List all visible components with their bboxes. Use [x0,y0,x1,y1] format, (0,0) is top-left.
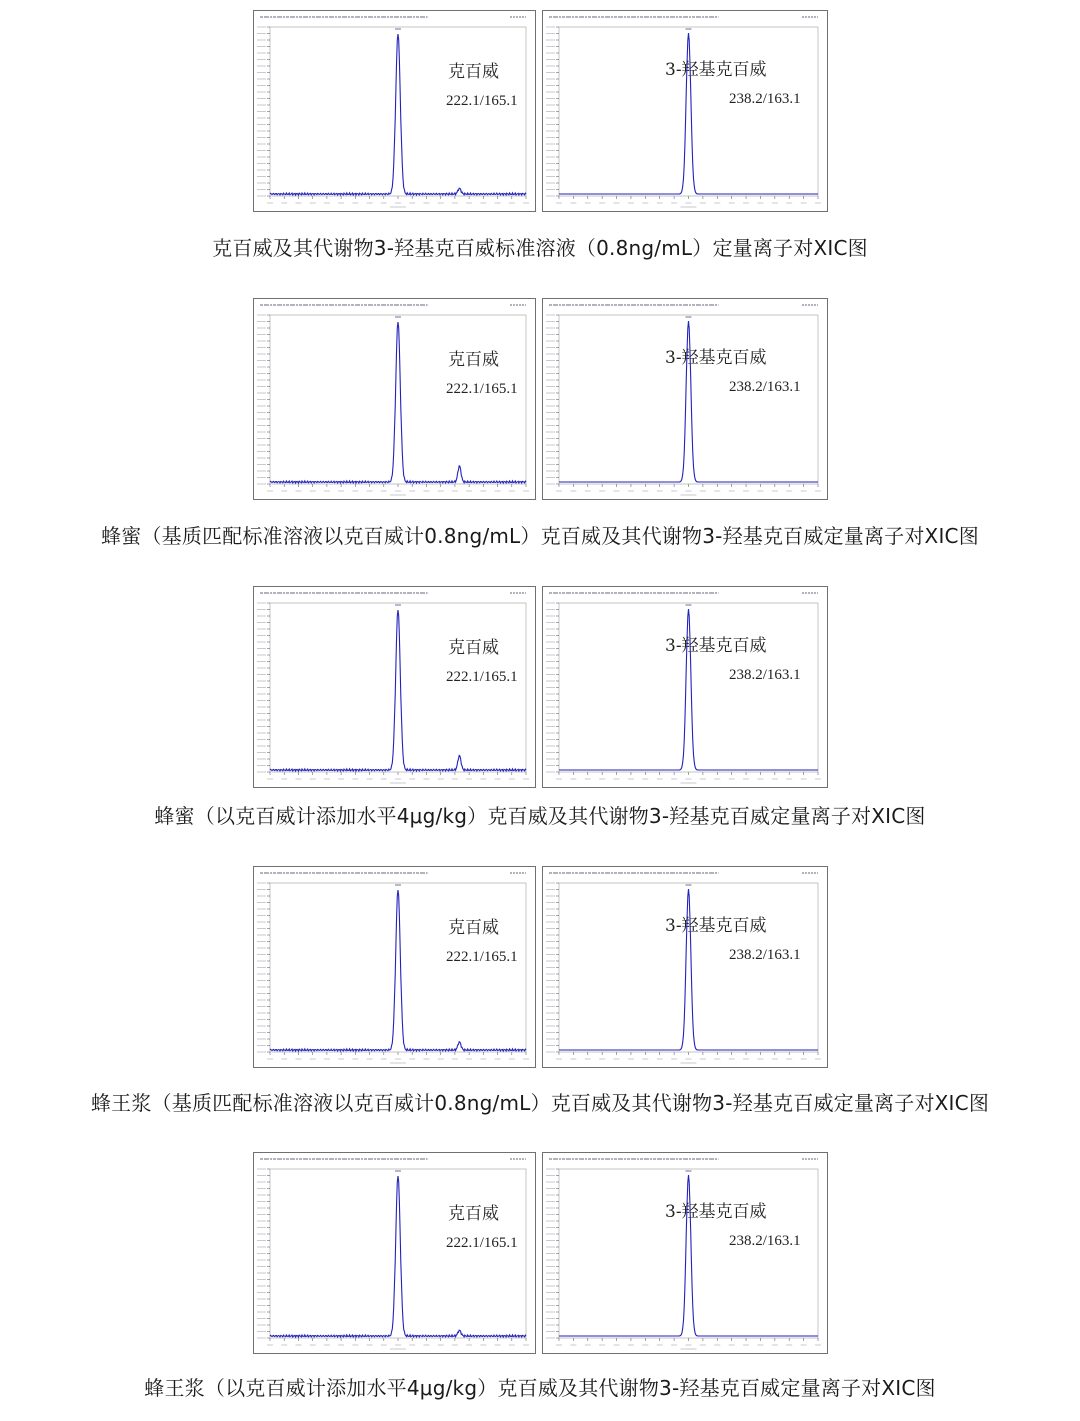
plot-area [270,883,526,1052]
x-axis-ticks [556,1052,821,1063]
compound-label: 3-羟基克百威 [665,348,767,368]
plot-area [270,603,526,772]
plot-area [270,27,526,196]
xic-panel-carbofuran [253,866,536,1068]
y-axis-ticks [257,27,270,196]
compound-label: 克百威 [448,918,499,938]
xic-chart [254,11,534,210]
plot-area [270,315,526,484]
xic-chart [543,11,826,210]
xic-panel-3-hydroxycarbofuran [542,586,828,788]
mrm-transition-label: 222.1/165.1 [446,949,518,965]
figure-caption: 蜂蜜（以克百威计添加水平4μg/kg）克百威及其代谢物3-羟基克百威定量离子对XIC图 [154,804,926,828]
mrm-transition-label: 238.2/163.1 [729,667,801,683]
y-axis-ticks [257,1169,270,1338]
xic-panel-carbofuran [253,1152,536,1354]
xic-panel-carbofuran [253,586,536,788]
x-axis-ticks [556,772,821,783]
plot-area [559,27,818,196]
plot-area [559,883,818,1052]
xic-chart [543,867,826,1066]
xic-panel-carbofuran [253,298,536,500]
mrm-transition-label: 222.1/165.1 [446,93,518,109]
xic-chart [254,867,534,1066]
xic-panel-3-hydroxycarbofuran [542,298,828,500]
y-axis-ticks [257,603,270,772]
compound-label: 克百威 [448,638,499,658]
x-axis-ticks [267,196,529,207]
x-axis-ticks [267,1338,529,1349]
y-axis-ticks [546,27,559,196]
y-axis-ticks [546,315,559,484]
xic-chart [254,1153,534,1352]
figure-caption: 克百威及其代谢物3-羟基克百威标准溶液（0.8ng/mL）定量离子对XIC图 [212,236,868,260]
compound-label: 3-羟基克百威 [665,916,767,936]
figure-caption: 蜂蜜（基质匹配标准溶液以克百威计0.8ng/mL）克百威及其代谢物3-羟基克百威定量离子对XIC图 [101,524,979,548]
mrm-transition-label: 238.2/163.1 [729,379,801,395]
x-axis-ticks [556,1338,821,1349]
mrm-transition-label: 238.2/163.1 [729,91,801,107]
plot-area [559,315,818,484]
mrm-transition-label: 222.1/165.1 [446,381,518,397]
xic-chart [254,299,534,498]
plot-area [270,1169,526,1338]
x-axis-ticks [267,484,529,495]
xic-chart [543,1153,826,1352]
xic-panel-3-hydroxycarbofuran [542,10,828,212]
compound-label: 克百威 [448,62,499,82]
figure-caption: 蜂王浆（基质匹配标准溶液以克百威计0.8ng/mL）克百威及其代谢物3-羟基克百威定量离子对XIC图 [90,1091,990,1115]
compound-label: 3-羟基克百威 [665,60,767,80]
plot-area [559,1169,818,1338]
x-axis-ticks [556,196,821,207]
y-axis-ticks [257,315,270,484]
mrm-transition-label: 222.1/165.1 [446,1235,518,1251]
x-axis-ticks [556,484,821,495]
xic-chart [543,587,826,786]
mrm-transition-label: 238.2/163.1 [729,1233,801,1249]
y-axis-ticks [546,603,559,772]
plot-area [559,603,818,772]
y-axis-ticks [546,1169,559,1338]
mrm-transition-label: 222.1/165.1 [446,669,518,685]
compound-label: 克百威 [448,350,499,370]
x-axis-ticks [267,1052,529,1063]
compound-label: 3-羟基克百威 [665,636,767,656]
xic-panel-3-hydroxycarbofuran [542,866,828,1068]
xic-chart [543,299,826,498]
xic-chart [254,587,534,786]
xic-panel-3-hydroxycarbofuran [542,1152,828,1354]
y-axis-ticks [257,883,270,1052]
figure-caption: 蜂王浆（以克百威计添加水平4μg/kg）克百威及其代谢物3-羟基克百威定量离子对XIC图 [144,1376,936,1400]
x-axis-ticks [267,772,529,783]
xic-panel-carbofuran [253,10,536,212]
mrm-transition-label: 238.2/163.1 [729,947,801,963]
y-axis-ticks [546,883,559,1052]
compound-label: 3-羟基克百威 [665,1202,767,1222]
compound-label: 克百威 [448,1204,499,1224]
